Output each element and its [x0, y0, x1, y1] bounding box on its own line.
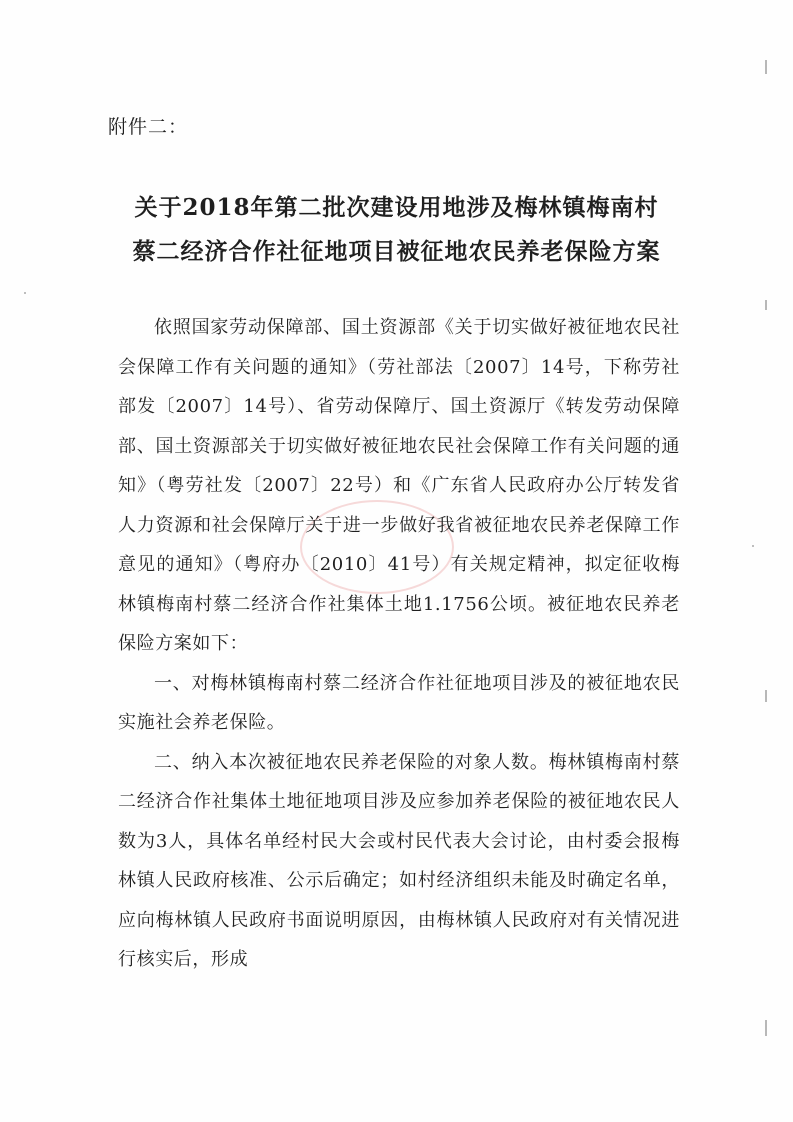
- document-body: [118, 308, 680, 980]
- paragraph-item-1: 一、对梅林镇梅南村蔡二经济合作社征地项目涉及的被征地农民实施社会养老保险。: [118, 672, 680, 733]
- attachment-label: 附件二：: [108, 116, 189, 138]
- title-line-2: 蔡二经济合作社征地项目被征地农民养老保险方案: [132, 238, 661, 265]
- scan-speck: [752, 545, 754, 547]
- title-line-1: 关于2018年第二批次建设用地涉及梅林镇梅南村: [134, 194, 659, 221]
- scan-edge-mark: [765, 690, 767, 702]
- scan-speck: [24, 292, 26, 294]
- scan-edge-mark: [765, 300, 767, 310]
- scan-edge-mark: [765, 60, 767, 74]
- paragraph-item-2: 二、纳入本次被征地农民养老保险的对象人数。梅林镇梅南村蔡二经济合作社集体土地征地项目涉及应参加养老保险的被征地农民人数为3人，具体名单经村民大会或村民代表大会讨论，由村委会报梅林镇人民政府核准、公示后确定；如村经济组织未能及时确定名单，应向梅林镇人民政府书面说明原因，由梅林镇人民政府对有关情况进行核实后，形成: [118, 751, 680, 970]
- document-title: [0, 186, 793, 274]
- scan-edge-mark: [765, 1020, 767, 1036]
- paragraph-intro: 依照国家劳动保障部、国土资源部《关于切实做好被征地农民社会保障工作有关问题的通知》（劳社部法〔2007〕14号，下称劳社部发〔2007〕14号）、省劳动保障厅、国土资源厅《转发劳动保障部、国土资源部关于切实做好被征地农民社会保障工作有关问题的通知》（粤劳社发〔2007〕22号）和《广东省人民政府办公厅转发省人力资源和社会保障厅关于进一步做好我省被征地农民养老保障工作意见的通知》（粤府办〔2010〕41号）有关规定精神，拟定征收梅林镇梅南村蔡二经济合作社集体土地1.1756公顷。被征地农民养老保险方案如下：: [118, 317, 680, 654]
